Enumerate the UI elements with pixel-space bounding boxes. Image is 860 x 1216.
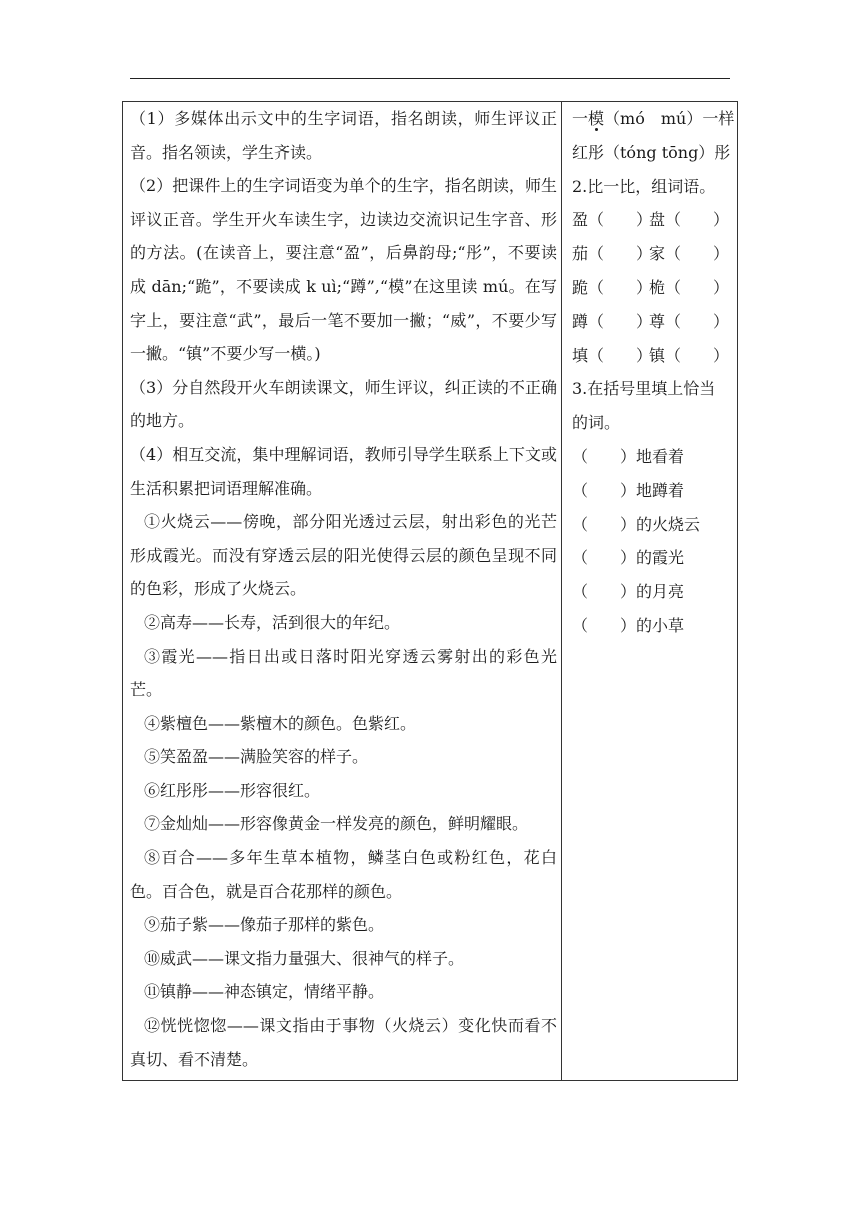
pinyin-choice-1: 一模（mó mú）一样 [572,109,735,128]
task-2-heading: 2.比一比，组词语。 [572,176,716,196]
task-3-heading: 3.在括号里填上恰当 [572,379,716,399]
fill-item: （ ）地蹲着 [572,480,685,500]
fill-item: （ ）的月亮 [572,582,685,602]
compare-row: 盈（ ） 盘（ ） [572,210,730,230]
definition-10: ⑩威武——课文指力量强大、很神气的样子。 [144,948,465,968]
dotted-character: 模 [588,109,605,128]
fill-item: （ ）的霞光 [572,548,685,568]
fill-item: （ ）地看着 [572,446,685,466]
step-3: （3）分自然段开火车朗读课文，师生评议，纠正读的不正确的地方。 [130,377,557,431]
compare-row: 填（ ） 镇（ ） [572,345,730,365]
definition-5: ⑤笑盈盈——满脸笑容的样子。 [144,747,369,767]
compare-row: 跪（ ） 桅（ ） [572,277,730,297]
lesson-table [122,101,738,1081]
exercises-column [562,102,737,1080]
step-4: （4）相互交流，集中理解词语，教师引导学生联系上下文或生活积累把词语理解准确。 [130,444,557,498]
definition-9: ⑨茄子紫——像茄子那样的紫色。 [144,915,385,935]
definition-11: ⑪镇静——神态镇定，情绪平静。 [144,982,385,1002]
compare-row: 蹲（ ） 尊（ ） [572,311,730,331]
fill-item: （ ）的火烧云 [572,514,701,534]
header-rule [130,78,730,79]
definition-12: ⑫恍恍惚惚——课文指由于事物（火烧云）变化快而看不真切、看不清楚。 [130,1016,557,1069]
compare-row: 茄（ ） 家（ ） [572,244,730,264]
definition-1: ①火烧云——傍晚，部分阳光透过云层，射出彩色的光芒形成霞光。而没有穿透云层的阳光使得云层的颜色呈现不同的色彩，形成了火烧云。 [130,512,557,599]
teaching-steps-column [123,102,562,1080]
definition-4: ④紫檀色——紫檀木的颜色。色紫红。 [144,713,417,733]
task-3-heading-cont: 的词。 [572,413,621,433]
definition-8: ⑧百合——多年生草本植物，鳞茎白色或粉红色，花白色。百合色，就是百合花那样的颜色。 [130,848,557,901]
definition-2: ②高寿——长寿，活到很大的年纪。 [144,612,401,632]
definition-7: ⑦金灿灿——形容像黄金一样发亮的颜色，鲜明耀眼。 [144,814,529,834]
definition-6: ⑥红彤彤——形容很红。 [144,780,321,800]
fill-item: （ ）的小草 [572,615,685,635]
step-1: （1）多媒体出示文中的生字词语，指名朗读，师生评议正音。指名领读，学生齐读。 [130,109,557,162]
step-2: （2）把课件上的生字词语变为单个的生字，指名朗读，师生评议正音。学生开火车读生字，边读边交流识记生字音、形的方法。(在读音上，要注意“盈”，后鼻韵母;“彤”，不要读成 dān;“跪”，不要读成 k uì;“蹲”,“模”在这里读 mú。在写字上，要注意“武”，最后一笔不要加一撇；“威”，不要少写一撇。“镇”不要少写一横。) [130,176,557,364]
pinyin-choice-2: 红彤（tóng tōng）彤 [572,142,731,162]
definition-3: ③霞光——指日出或日落时阳光穿透云雾射出的彩色光芒。 [130,646,557,700]
